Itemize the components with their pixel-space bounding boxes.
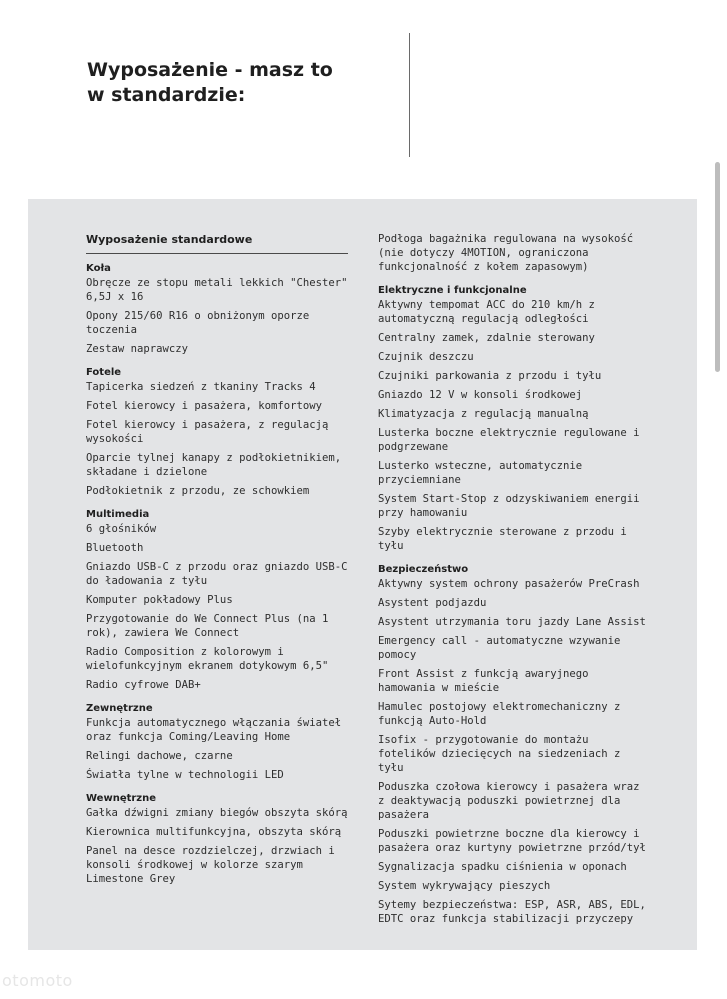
group-title: Multimedia [86,509,150,520]
list-item: Radio Composition z kolorowym i wielofunkcyjnym ekranem dotykowym 6,5" [86,646,329,672]
vertical-divider [409,33,410,157]
group-title: Koła [86,263,111,274]
list-item: Isofix - przygotowanie do montażu fotelików dziecięcych na siedzeniach z tyłu [378,734,621,774]
list-item: Lusterko wsteczne, automatycznie przyciemniane [378,460,583,486]
group-title: Fotele [86,367,122,378]
list-item: Gałka dźwigni zmiany biegów obszyta skórą [86,807,348,819]
list-item: Fotel kierowcy i pasażera, z regulacją wysokości [86,419,329,445]
equipment-panel [28,199,697,950]
list-item: Sytemy bezpieczeństwa: ESP, ASR, ABS, EDL, EDTC oraz funkcja stabilizacji przyczepy [378,899,646,925]
list-item: Klimatyzacja z regulacją manualną [378,408,589,420]
group-title: Zewnętrzne [86,703,153,714]
page-title-line-1: Wyposażenie - masz to [87,59,333,81]
list-item: Gniazdo 12 V w konsoli środkowej [378,389,583,401]
list-item: Front Assist z funkcją awaryjnego hamowania w mieście [378,668,589,694]
list-item: Przygotowanie do We Connect Plus (na 1 rok), zawiera We Connect [86,613,329,639]
scrollbar[interactable] [715,162,720,372]
list-item: Czujniki parkowania z przodu i tyłu [378,370,602,382]
list-item: Opony 215/60 R16 o obniżonym oporze toczenia [86,310,310,336]
page-title-line-2: w standardzie: [87,84,246,106]
list-item: Relingi dachowe, czarne [86,750,233,762]
page-title [87,58,387,108]
watermark: otomoto [2,971,73,990]
list-item: Hamulec postojowy elektromechaniczny z funkcją Auto-Hold [378,701,621,727]
list-item: Czujnik deszczu [378,351,474,363]
left-groups [86,262,348,886]
list-item: 6 głośników [86,523,157,535]
list-item: Oparcie tylnej kanapy z podłokietnikiem, składane i dzielone [86,452,342,478]
list-item: Funkcja automatycznego włączania świateł oraz funkcja Coming/Leaving Home [86,717,342,743]
list-item: Centralny zamek, zdalnie sterowany [378,332,595,344]
list-item: Szyby elektrycznie sterowane z przodu i tyłu [378,526,627,552]
list-item: Sygnalizacja spadku ciśnienia w oponach [378,861,627,873]
list-item: Aktywny system ochrony pasażerów PreCrash [378,578,640,590]
list-item: System Start-Stop z odzyskiwaniem energii przy hamowaniu [378,493,640,519]
group-title: Elektryczne i funkcjonalne [378,285,527,296]
group-title: Wewnętrzne [86,793,157,804]
list-item: Kierownica multifunkcyjna, obszyta skórą [86,826,342,838]
list-item: Aktywny tempomat ACC do 210 km/h z automatyczną regulacją odległości [378,299,595,325]
list-item: Emergency call - automatyczne wzywanie pomocy [378,635,621,661]
list-item: Światła tylne w technologii LED [86,769,284,781]
left-column [86,232,348,891]
list-item: Poduszka czołowa kierowcy i pasażera wraz z deaktywacją poduszki powietrznej dla pasażera [378,781,640,821]
list-item: Obręcze ze stopu metali lekkich "Chester" 6,5J x 16 [86,277,348,303]
list-item: Podłoga bagażnika regulowana na wysokość (nie dotyczy 4MOTION, ograniczona funkcjonalność z kołem zapasowym) [378,233,634,273]
list-item: Radio cyfrowe DAB+ [86,679,201,691]
section-title: Wyposażenie standardowe [86,232,348,254]
list-item: System wykrywający pieszych [378,880,551,892]
list-item: Asystent utrzymania toru jazdy Lane Assist [378,616,646,628]
right-column [378,232,646,931]
list-item: Podłokietnik z przodu, ze schowkiem [86,485,310,497]
list-item: Komputer pokładowy Plus [86,594,233,606]
list-item: Panel na desce rozdzielczej, drzwiach i konsoli środkowej w kolorze szarym Limestone Grey [86,845,335,885]
group-title: Bezpieczeństwo [378,564,469,575]
list-item: Fotel kierowcy i pasażera, komfortowy [86,400,322,412]
list-item: Poduszki powietrzne boczne dla kierowcy i pasażera oraz kurtyny powietrzne przód/tył [378,828,646,854]
right-groups [378,232,646,926]
list-item: Asystent podjazdu [378,597,487,609]
list-item: Gniazdo USB-C z przodu oraz gniazdo USB-C do ładowania z tyłu [86,561,348,587]
list-item: Tapicerka siedzeń z tkaniny Tracks 4 [86,381,316,393]
list-item: Zestaw naprawczy [86,343,189,355]
list-item: Bluetooth [86,542,144,554]
list-item: Lusterka boczne elektrycznie regulowane i podgrzewane [378,427,640,453]
